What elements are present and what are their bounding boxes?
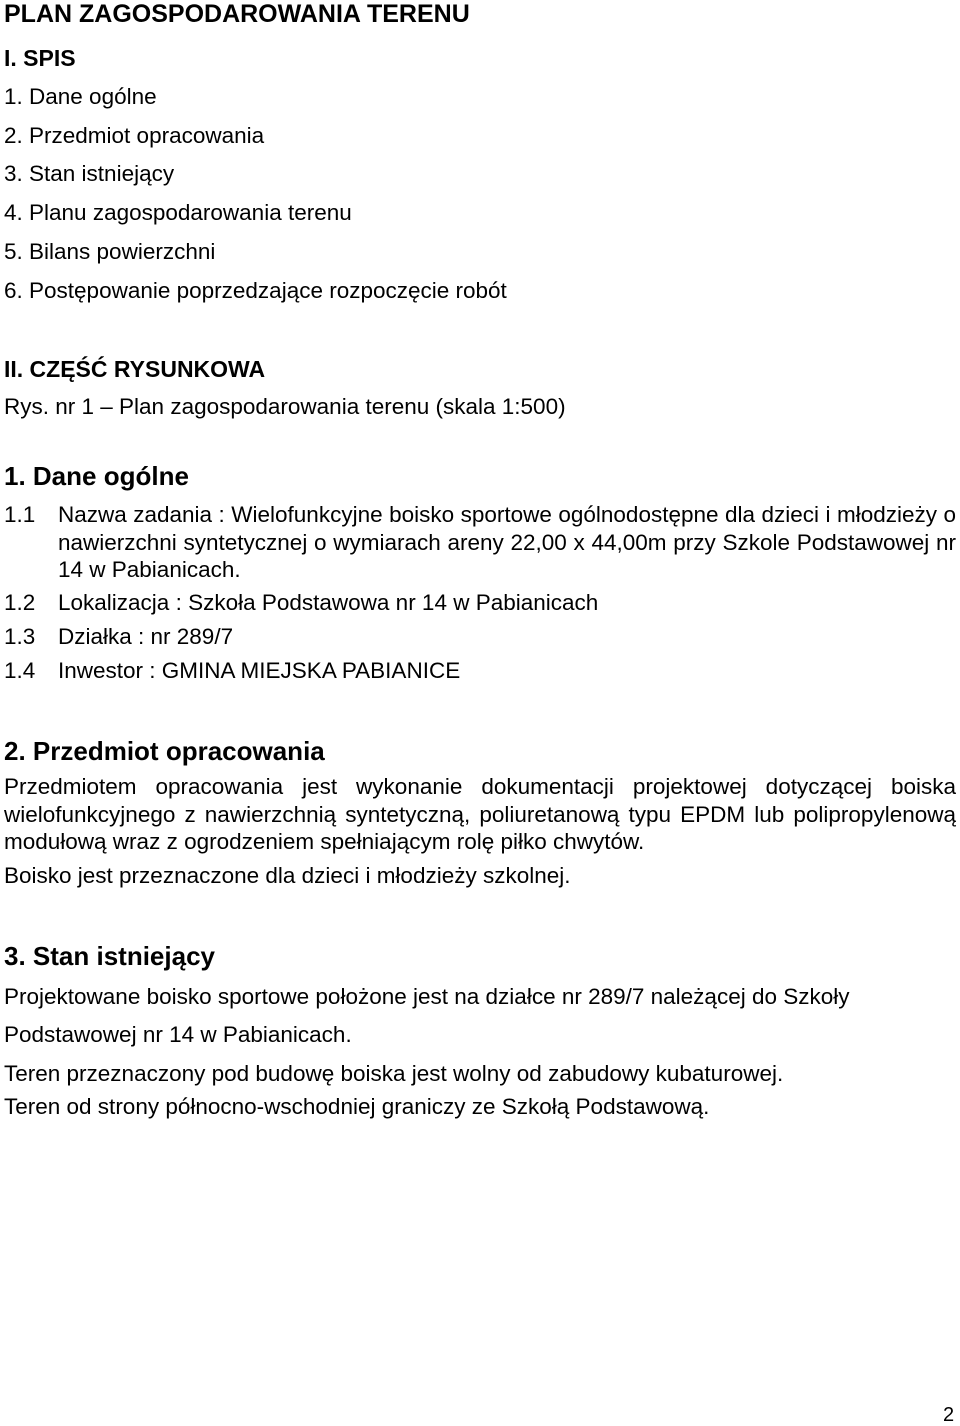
toc-item: 3. Stan istniejący — [4, 161, 175, 186]
item-text: Działka : nr 289/7 — [58, 624, 234, 649]
drawing-item: Rys. nr 1 – Plan zagospodarowania terenu (skala 1:500) — [4, 394, 566, 419]
section-2-paragraph: Boisko jest przeznaczone dla dzieci i młodzieży szkolnej. — [4, 863, 571, 888]
section-1-item — [4, 623, 956, 651]
document-title: PLAN ZAGOSPODAROWANIA TERENU — [4, 0, 470, 28]
toc-heading: I. SPIS — [4, 45, 76, 71]
toc-item: 2. Przedmiot opracowania — [4, 123, 265, 148]
item-text: Lokalizacja : Szkoła Podstawowa nr 14 w Pabianicach — [58, 590, 599, 615]
toc-item: 1. Dane ogólne — [4, 84, 157, 109]
section-3-line: Teren od strony północno-wschodniej graniczy ze Szkołą Podstawową. — [4, 1094, 710, 1119]
item-number: 1.1 — [4, 502, 36, 527]
section-1-item — [4, 589, 956, 617]
toc-item: 6. Postępowanie poprzedzające rozpoczęcie robót — [4, 278, 507, 303]
drawings-heading: II. CZĘŚĆ RYSUNKOWA — [4, 356, 266, 382]
section-1-item — [4, 501, 956, 584]
section-3-line: Teren przeznaczony pod budowę boiska jest wolny od zabudowy kubaturowej. — [4, 1061, 784, 1086]
item-text: Nazwa zadania : Wielofunkcyjne boisko sportowe ogólnodostępne dla dzieci i młodzieży o nawierzchni syntetycznej o wymiarach areny 22,00 x 44,00m przy Szkole Podstawowej nr 14 w Pabianicach. — [58, 502, 956, 582]
item-text: Inwestor : GMINA MIEJSKA PABIANICE — [58, 658, 461, 683]
toc-item: 5. Bilans powierzchni — [4, 239, 216, 264]
page-number: 2 — [943, 1404, 955, 1426]
item-number: 1.3 — [4, 624, 36, 649]
section-3-line: Projektowane boisko sportowe położone jest na działce nr 289/7 należącej do Szkoły — [4, 984, 850, 1009]
section-3-heading: 3. Stan istniejący — [4, 941, 215, 971]
section-1-heading: 1. Dane ogólne — [4, 461, 189, 491]
toc-item: 4. Planu zagospodarowania terenu — [4, 200, 352, 225]
section-1-item — [4, 657, 956, 685]
item-number: 1.2 — [4, 590, 36, 615]
section-2-paragraph: Przedmiotem opracowania jest wykonanie dokumentacji projektowej dotyczącej boiska wielofunkcyjnego z nawierzchnią syntetyczną, poliuretanową typu EPDM lub polipropylenową modułową wraz z ogrodzeniem spełniającym rolę piłko chwytów. — [4, 774, 956, 854]
section-2-heading: 2. Przedmiot opracowania — [4, 736, 325, 766]
section-3-line: Podstawowej nr 14 w Pabianicach. — [4, 1022, 352, 1047]
item-number: 1.4 — [4, 658, 36, 683]
